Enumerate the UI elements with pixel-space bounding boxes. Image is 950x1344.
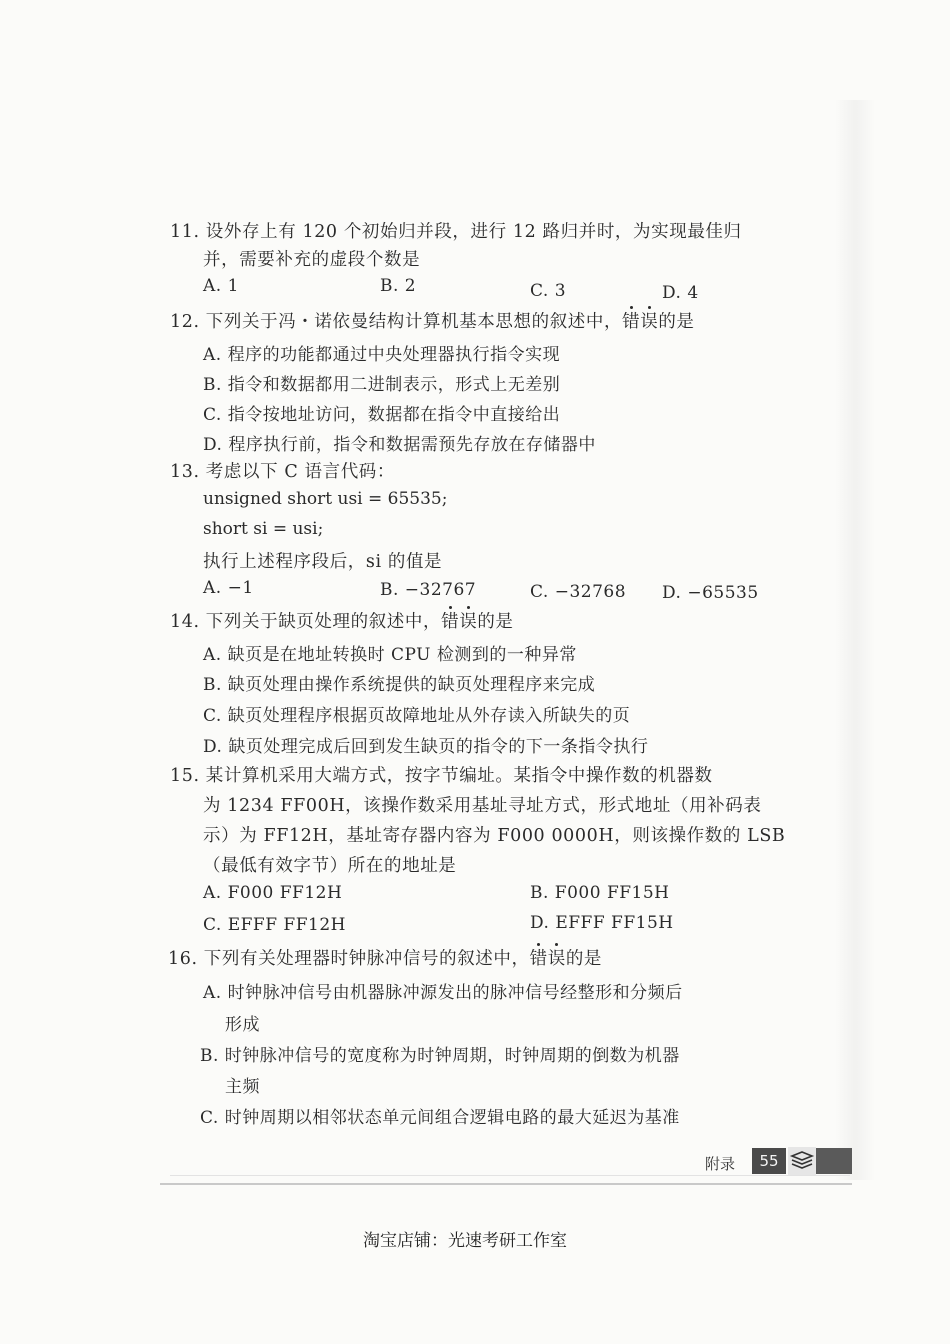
q16-emph-1: 错 [529, 949, 548, 969]
q16-emph-2: 误 [547, 949, 566, 969]
q15-line4: （最低有效字节）所在的地址是 [203, 856, 457, 876]
q12-emph-1: 错 [622, 312, 641, 332]
q15-option-b: B. F000 FF15H [530, 883, 670, 903]
q16-option-c-line1: C. 时钟周期以相邻状态单元间组合逻辑电路的最大延迟为基准 [200, 1108, 680, 1128]
q13-option-d: D. −65535 [662, 583, 759, 603]
q11-option-d: D. 4 [662, 283, 699, 303]
q13-code-line1: unsigned short usi = 65535; [203, 489, 448, 509]
q11-line2: 并，需要补充的虚段个数是 [203, 250, 421, 270]
q12-stem [170, 308, 695, 333]
q12-option-a: A. 程序的功能都通过中央处理器执行指令实现 [203, 345, 561, 365]
q12-option-c: C. 指令按地址访问，数据都在指令中直接给出 [203, 405, 561, 425]
q13-stem: 13. 考虑以下 C 语言代码： [170, 462, 396, 482]
book-stack-icon [788, 1147, 816, 1175]
q12-stem-post: 的是 [658, 312, 695, 332]
q14-option-c: C. 缺页处理程序根据页故障地址从外存读入所缺失的页 [203, 706, 631, 726]
q15-line3: 示）为 FF12H，基址寄存器内容为 F000 0000H，则该操作数的 LSB [203, 826, 786, 846]
q16-option-a-line1: A. 时钟脉冲信号由机器脉冲源发出的脉冲信号经整形和分频后 [203, 983, 683, 1003]
q15-line1: 15. 某计算机采用大端方式，按字节编址。某指令中操作数的机器数 [170, 766, 713, 786]
q15-line2: 为 1234 FF00H，该操作数采用基址寻址方式，形式地址（用补码表 [203, 796, 762, 816]
q11-option-b: B. 2 [380, 276, 417, 296]
q12-emph-2: 误 [640, 312, 659, 332]
q16-stem [168, 945, 602, 970]
q14-option-d: D. 缺页处理完成后回到发生缺页的指令的下一条指令执行 [203, 737, 649, 757]
q14-option-a: A. 缺页是在地址转换时 CPU 检测到的一种异常 [203, 645, 577, 665]
q13-option-a: A. −1 [203, 578, 254, 598]
q12-stem-pre: 12. 下列关于冯・诺依曼结构计算机基本思想的叙述中， [170, 312, 623, 332]
q16-stem-post: 的是 [565, 949, 603, 969]
q11-option-a: A. 1 [203, 276, 239, 296]
q14-stem [170, 608, 514, 633]
page-number: 55 [752, 1148, 786, 1174]
q11-option-c: C. 3 [530, 281, 567, 301]
q13-code-line2: short si = usi; [203, 519, 324, 539]
q13-option-b: B. −32767 [380, 580, 477, 600]
q11-line1: 11. 设外存上有 120 个初始归并段，进行 12 路归并时，为实现最佳归 [170, 222, 742, 242]
q15-option-d: D. EFFF FF15H [530, 913, 674, 933]
footer-rule-thin [170, 1175, 850, 1176]
q14-stem-pre: 14. 下列关于缺页处理的叙述中， [170, 612, 442, 632]
q12-option-d: D. 程序执行前，指令和数据需预先存放在存储器中 [203, 435, 596, 455]
q16-option-b-line1: B. 时钟脉冲信号的宽度称为时钟周期，时钟周期的倒数为机器 [200, 1046, 680, 1066]
q12-option-b: B. 指令和数据都用二进制表示，形式上无差别 [203, 375, 561, 395]
q16-stem-pre: 16. 下列有关处理器时钟脉冲信号的叙述中， [168, 949, 530, 969]
page-edge-shadow [835, 100, 875, 1180]
q14-emph-1: 错 [441, 612, 460, 632]
q16-option-b-line2: 主频 [225, 1077, 260, 1097]
q16-option-a-line2: 形成 [225, 1015, 260, 1035]
footer-dark-tab [816, 1148, 852, 1174]
q15-option-a: A. F000 FF12H [203, 883, 343, 903]
q13-line3: 执行上述程序段后，si 的值是 [203, 552, 443, 572]
q14-emph-2: 误 [459, 612, 478, 632]
q14-stem-post: 的是 [477, 612, 514, 632]
q15-option-c: C. EFFF FF12H [203, 915, 346, 935]
appendix-label: 附录 [705, 1155, 736, 1173]
q13-option-c: C. −32768 [530, 582, 627, 602]
footer-rule [160, 1183, 852, 1185]
q14-option-b: B. 缺页处理由操作系统提供的缺页处理程序来完成 [203, 675, 596, 695]
shop-watermark: 淘宝店铺：光速考研工作室 [363, 1231, 567, 1251]
